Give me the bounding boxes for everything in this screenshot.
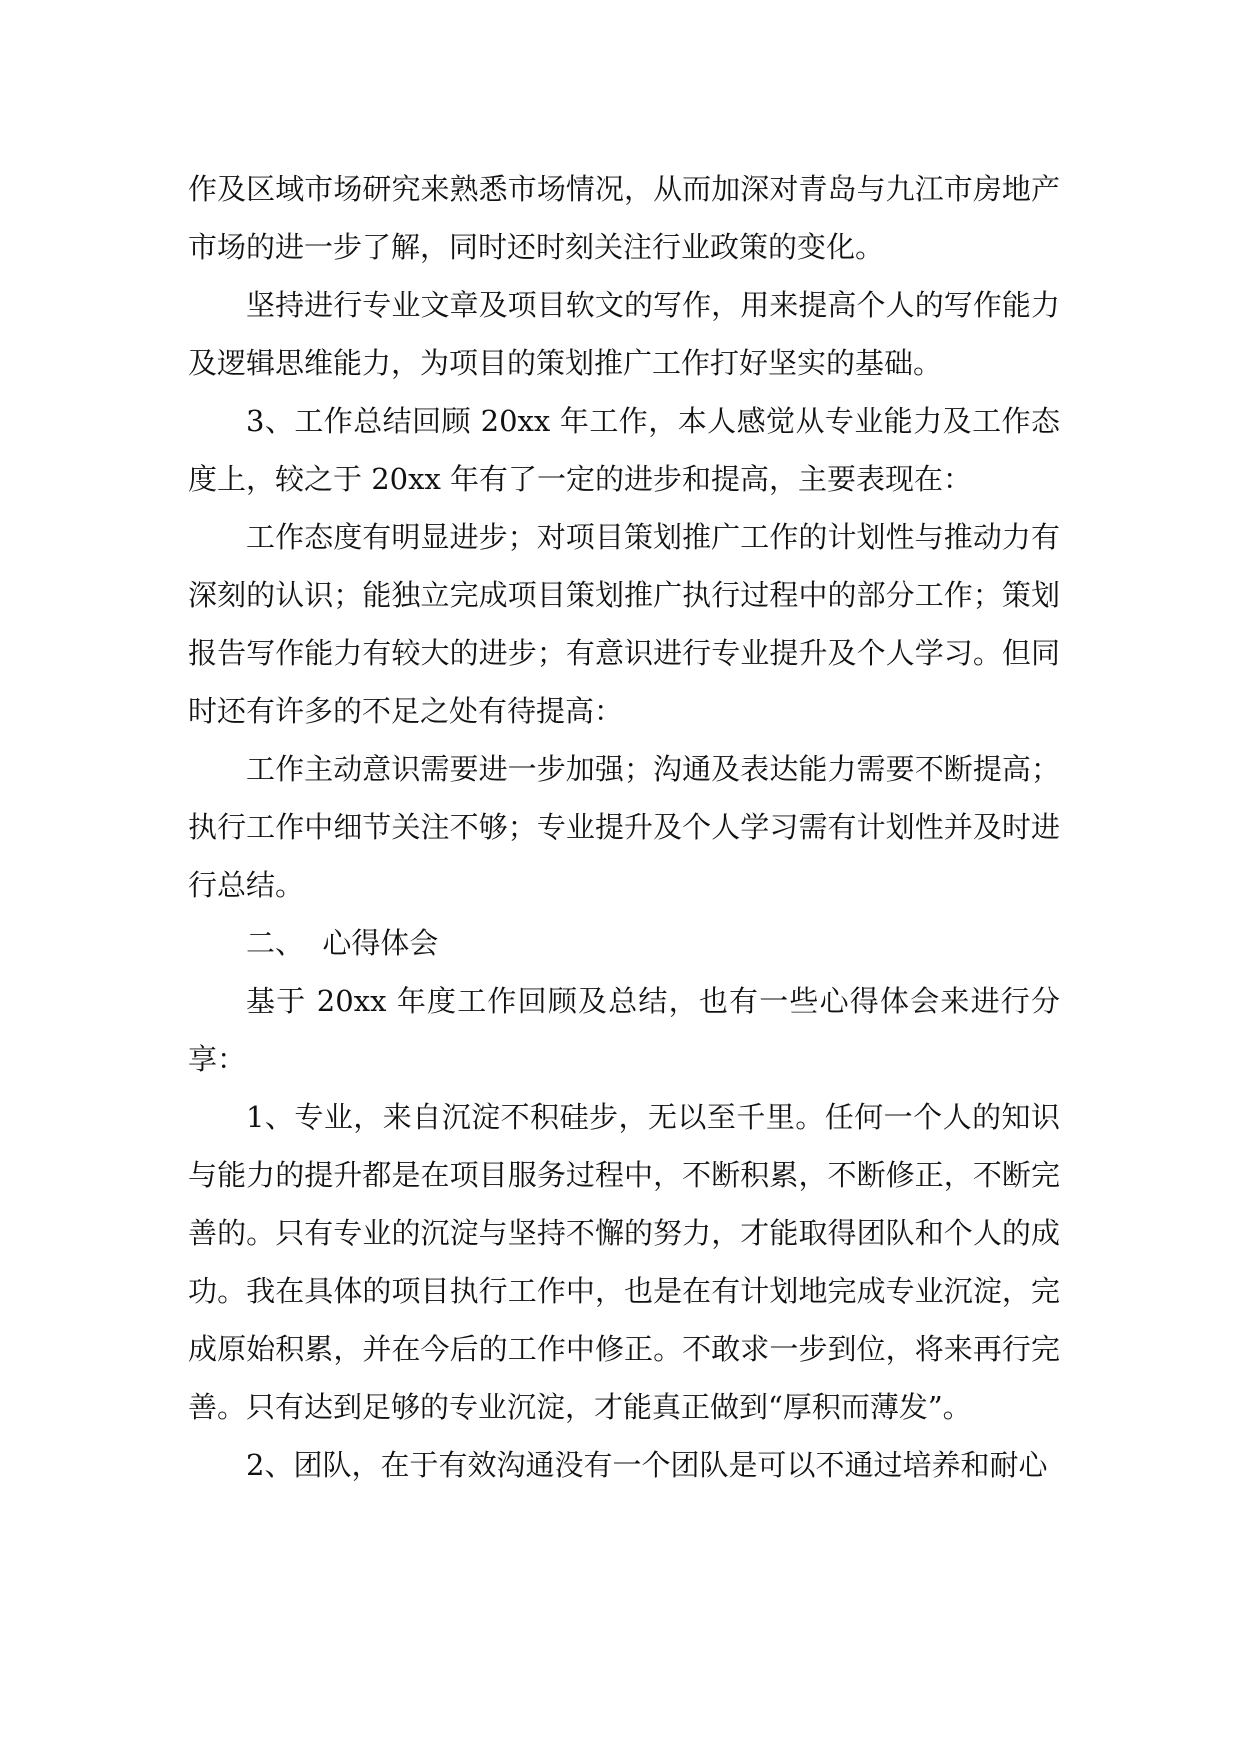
paragraph-2: 坚持进行专业文章及项目软文的写作，用来提高个人的写作能力及逻辑思维能力，为项目的策划推广工作打好坚实的基础。 xyxy=(188,288,1060,380)
paragraph-1: 作及区域市场研究来熟悉市场情况，从而加深对青岛与九江市房地产市场的进一步了解，同时还时刻关注行业政策的变化。 xyxy=(188,172,1060,264)
paragraph-8: 2、团队，在于有效沟通没有一个团队是可以不通过培养和耐心 xyxy=(246,1448,1048,1482)
section-heading-experience: 二、 心得体会 xyxy=(246,926,439,960)
paragraph-3: 3、工作总结回顾 20xx 年工作，本人感觉从专业能力及工作态度上，较之于 20xx 年有了一定的进步和提高，主要表现在： xyxy=(188,404,1060,496)
paragraph-5: 工作主动意识需要进一步加强；沟通及表达能力需要不断提高；执行工作中细节关注不够；专业提升及个人学习需有计划性并及时进行总结。 xyxy=(188,752,1060,902)
paragraph-4: 工作态度有明显进步；对项目策划推广工作的计划性与推动力有深刻的认识；能独立完成项目策划推广执行过程中的部分工作；策划报告写作能力有较大的进步；有意识进行专业提升及个人学习。但同时还有许多的不足之处有待提高： xyxy=(188,520,1060,728)
document-body xyxy=(188,160,1060,1494)
paragraph-6: 基于 20xx 年度工作回顾及总结，也有一些心得体会来进行分享： xyxy=(188,984,1060,1076)
paragraph-7: 1、专业，来自沉淀不积硅步，无以至千里。任何一个人的知识与能力的提升都是在项目服务过程中，不断积累，不断修正，不断完善的。只有专业的沉淀与坚持不懈的努力，才能取得团队和个人的成功。我在具体的项目执行工作中，也是在有计划地完成专业沉淀，完成原始积累，并在今后的工作中修正。不敢求一步到位，将来再行完善。只有达到足够的专业沉淀，才能真正做到“厚积而薄发”。 xyxy=(188,1100,1060,1424)
